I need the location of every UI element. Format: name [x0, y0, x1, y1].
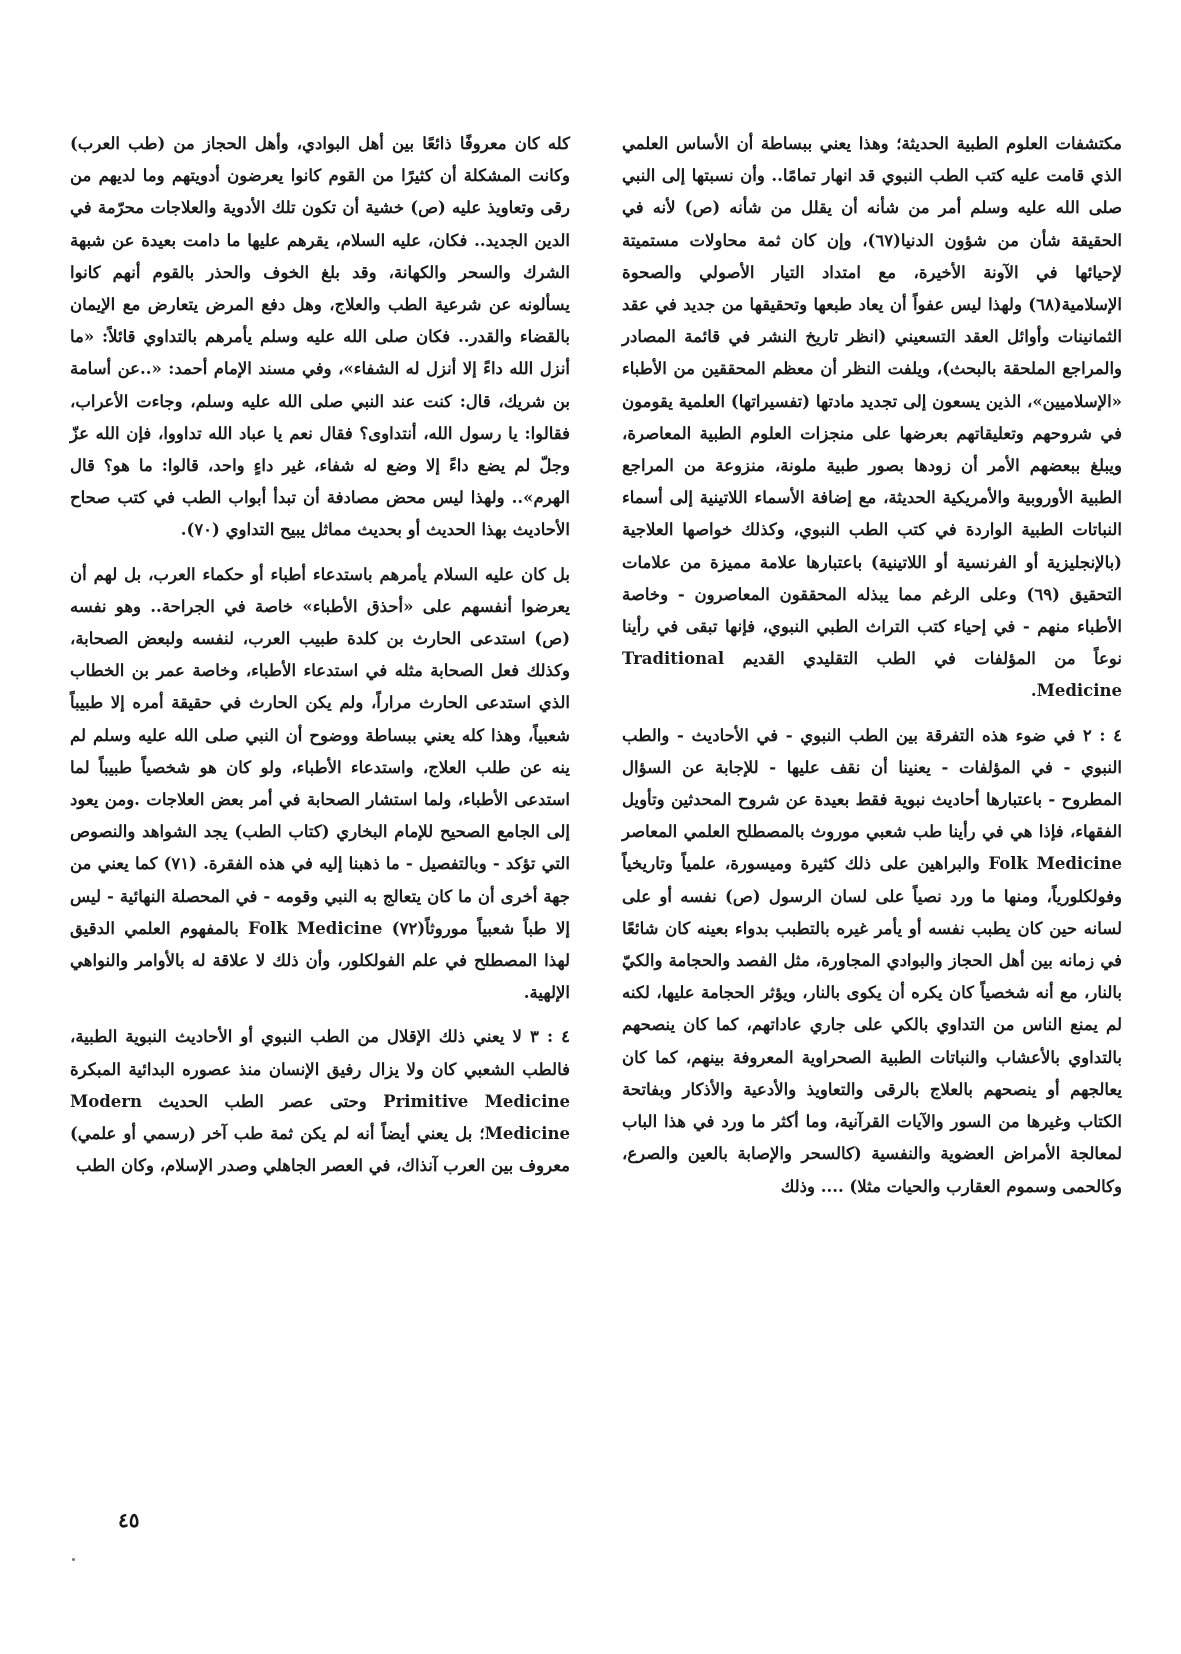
right-paragraph-2: ٤ : ٢ في ضوء هذه التفرقة بين الطب النبوي - في الأحاديث - والطب النبوي - في المؤلفات - يعنينا أن نقف عليها - للإجابة عن السؤال المطروح - باعتبارها أحاديث نبوية فقط بعيدة عن شروح المحدثين وتأويل الفقهاء، فإذا هي في رأينا طب شعبي موروث بالمصطلح العلمي المعاصر Folk Medicine والبراهين على ذلك كثيرة وميسورة، علمياً وتاريخياً وفولكلورياً، ومنها ما ورد نصياً على لسان الرسول (ص) نفسه أو على لسانه حين كان يطبب نفسه أو يأمر غيره بالتطبب بدواء بعينه كان شائعًا في زمانه بين أهل الحجاز والبوادي المجاورة، مثل الفصد والحجامة والكيّ بالنار، مع أنه شخصياً كان يكره أن يكوى بالنار، ويؤثر الحجامة عليها، لكنه لم يمنع الناس من التداوي بالكي على جاري عاداتهم، كما كان ينصحهم بالتداوي بالأعشاب والنباتات الطبية الصحراوية المعروفة بينهم، كما كان يعالجهم أو ينصحهم بالعلاج بالرقى والتعاويذ والأدعية والأذكار وبفاتحة الكتاب وغيرها من السور والآيات القرآنية، وما أكثر ما ورد في هذا الباب لمعالجة الأمراض العضوية والنفسية (كالسحر والإصابة بالعين والصرع، وكالحمى وسموم العقارب والحيات مثلا) .... وذلك — [622, 725, 1122, 1196]
left-text-column — [70, 128, 570, 1183]
left-paragraph-2: بل كان عليه السلام يأمرهم باستدعاء أطباء أو حكماء العرب، بل لهم أن يعرضوا أنفسهم على «أحذق الأطباء» خاصة في الجراحة.. وهو نفسه (ص) استدعى الحارث بن كلدة طبيب العرب، لنفسه ولبعض الصحابة، وكذلك فعل الصحابة مثله في استدعاء الأطباء، وخاصة عمر بن الخطاب الذي استدعى الحارث مراراً، ولم يكن الحارث في حقيقة أمره إلا طبيباً شعبياً، وهذا كله يعني ببساطة ووضوح أن النبي صلى الله عليه وسلم لم ينه عن طلب العلاج، واستدعاء الأطباء، ولو كان هو شخصياً طبيباً لما استدعى الأطباء، ولما استشار الصحابة في أمر بعض العلاجات .ومن يعود إلى الجامع الصحيح للإمام البخاري (كتاب الطب) يجد الشواهد والنصوص التي تؤكد - وبالتفصيل - ما ذهبنا إليه في هذه الفقرة. (٧١) كما يعني من جهة أخرى أن ما كان يتعالج به النبي وقومه - في المحصلة النهائية - ليس إلا طباً شعبياً موروثاً(٧٢) Folk Medicine بالمفهوم العلمي الدقيق لهذا المصطلح في علم الفولكلور، وأن ذلك لا علاقة له بالأوامر والنواهي الإلهية. — [70, 564, 570, 1003]
scan-speck — [72, 1558, 75, 1561]
left-paragraph-1: كله كان معروفًا ذائعًا بين أهل البوادي، وأهل الحجاز من (طب العرب) وكانت المشكلة أن كثيرًا من القوم كانوا يعرضون أدويتهم وما لديهم من رقى وتعاويذ عليه (ص) خشية أن تكون تلك الأدوية والعلاجات محرّمة في الدين الجديد.. فكان، عليه السلام، يقرهم عليها ما دامت بعيدة عن شبهة الشرك والسحر والكهانة، وقد بلغ الخوف والحذر بالقوم أنهم كانوا يسألونه عن شرعية الطب والعلاج، وهل دفع المرض يتعارض مع الإيمان بالقضاء والقدر.. فكان صلى الله عليه وسلم يأمرهم بالتداوي قائلاً: «ما أنزل الله داءً إلا أنزل له الشفاء»، وفي مسند الإمام أحمد: «..عن أسامة بن شريك، قال: كنت عند النبي صلى الله عليه وسلم، وجاءت الأعراب، فقالوا: يا رسول الله، أنتداوى؟ فقال نعم يا عباد الله تداووا، فإن الله عزّ وجلّ لم يضع داءً إلا وضع له شفاء، غير داءٍ واحد، قالوا: ما هو؟ قال الهرم».. ولهذا ليس محض مصادفة أن تبدأ أبواب الطب في كتب صحاح الأحاديث بهذا الحديث أو بحديث مماثل يبيح التداوي (٧٠). — [70, 134, 570, 540]
right-text-column — [622, 128, 1122, 1203]
left-paragraph-3: ٤ : ٣ لا يعني ذلك الإقلال من الطب النبوي أو الأحاديث النبوية الطبية، فالطب الشعبي كان ولا يزال رفيق الإنسان منذ عصوره البدائية المبكرة Primitive Medicine وحتى عصر الطب الحديث Modern Medicine؛ بل يعني أيضاً أنه لم يكن ثمة طب آخر (رسمي أو علمي) معروف بين العرب آنذاك، في العصر الجاهلي وصدر الإسلام، وكان الطب — [70, 1027, 570, 1176]
right-paragraph-1: مكتشفات العلوم الطبية الحديثة؛ وهذا يعني ببساطة أن الأساس العلمي الذي قامت عليه كتب الطب النبوي قد انهار تمامًا.. وأن نسبتها إلى النبي صلى الله عليه وسلم أمر من شأنه أن يقلل من شأنه (ص) لأنه في الحقيقة شأن من شؤون الدنيا(٦٧)، وإن كان ثمة محاولات مستميتة لإحيائها في الآونة الأخيرة، مع امتداد التيار الأصولي والصحوة الإسلامية(٦٨) ولهذا ليس عفواً أن يعاد طبعها وتحقيقها من جديد في عقد الثمانينات وأوائل العقد التسعيني (انظر تاريخ النشر في قائمة المصادر والمراجع الملحقة بالبحث)، ويلفت النظر أن معظم المحققين من الأطباء «الإسلاميين»، الذين يسعون إلى تجديد مادتها (تفسيراتها) العلمية يقومون في شروحهم وتعليقاتهم بعرضها على منجزات العلوم الطبية المعاصرة، ويبلغ ببعضهم الأمر أن زودها بصور طبية ملونة، منزوعة من المراجع الطبية الأوروبية والأمريكية الحديثة، مع إضافة الأسماء اللاتينية إلى أسماء النباتات الطبية الواردة في كتب الطب النبوي، وكذلك خواصها العلاجية (بالإنجليزية أو الفرنسية أو اللاتينية) باعتبارها علامة مميزة من علامات التحقيق (٦٩) وعلى الرغم مما يبذله المحققون المعاصرون - وخاصة الأطباء منهم - في إحياء كتب التراث الطبي النبوي، فإنها تبقى في رأينا نوعاً من المؤلفات في الطب التقليدي القديم Traditional Medicine. — [622, 134, 1123, 701]
page-number: ٤٥ — [118, 1508, 140, 1532]
